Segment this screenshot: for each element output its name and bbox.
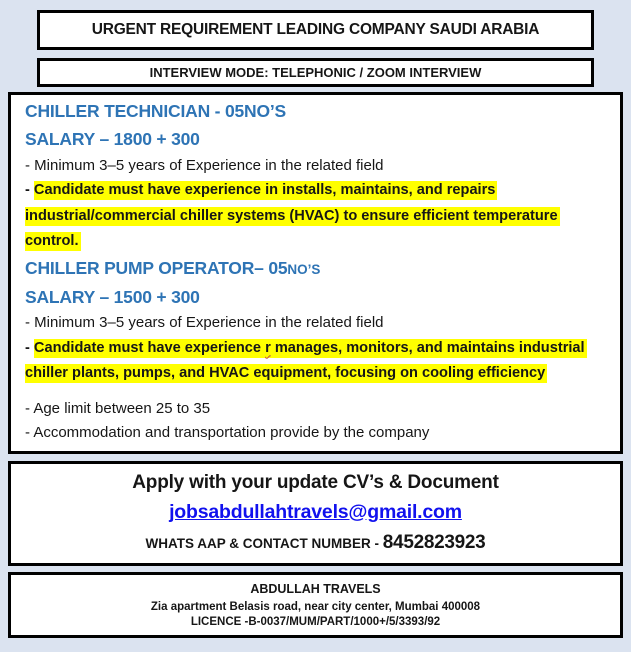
note-age-limit: - Age limit between 25 to 35 — [25, 399, 211, 417]
job1-requirement — [25, 178, 606, 254]
whatsapp-line — [21, 532, 610, 554]
header-title: URGENT REQUIREMENT LEADING COMPANY SAUDI ARABIA — [91, 21, 540, 38]
email-link[interactable]: jobsabdullahtravels@gmail.com — [169, 500, 462, 523]
job2-requirement — [25, 336, 606, 387]
job2-title — [25, 254, 606, 282]
header-title-box — [37, 10, 594, 50]
footer-licence: LICENCE -B-0037/MUM/PART/1000+/5/3393/92 — [190, 615, 441, 628]
job1-salary: SALARY – 1800 + 300 — [25, 129, 200, 150]
apply-instruction: Apply with your update CV’s & Document — [132, 471, 499, 493]
job2-experience: - Minimum 3–5 years of Experience in the related field — [25, 314, 384, 332]
job1-title: CHILLER TECHNICIAN - 05NO’S — [25, 101, 287, 121]
job2-highlighted-text — [25, 339, 587, 383]
job2-highlight-pre: Candidate must have experience — [33, 339, 266, 356]
footer-address: Zia apartment Belasis road, near city center, Mumbai 400008 — [150, 600, 481, 613]
note-accommodation: - Accommodation and transportation provide by the company — [25, 424, 430, 442]
apply-box — [8, 461, 623, 566]
footer-company-name: ABDULLAH TRAVELS — [250, 581, 381, 596]
job1-highlighted-text: Candidate must have experience in installs, maintains, and repairs industrial/commercial chiller systems (HVAC) to ensure efficient temperature control. — [25, 182, 558, 250]
footer-box — [8, 572, 623, 638]
job2-salary: SALARY – 1500 + 300 — [25, 286, 200, 307]
job2-title-suffix: NO’S — [287, 262, 321, 278]
whatsapp-label: WHATS AAP & CONTACT NUMBER - — [145, 535, 383, 551]
whatsapp-number: 8452823923 — [382, 531, 486, 553]
interview-mode-text: INTERVIEW MODE: TELEPHONIC / ZOOM INTERVIEW — [149, 65, 482, 80]
job2-title-main: CHILLER PUMP OPERATOR– 05 — [25, 258, 288, 279]
job1-experience: - Minimum 3–5 years of Experience in the related field — [25, 156, 384, 174]
job1-bullet-dash: - — [25, 182, 34, 199]
job2-bullet-dash: - — [25, 339, 34, 356]
job-details-box — [8, 92, 623, 454]
interview-mode-box — [37, 58, 594, 87]
job2-spellcheck-word: r — [265, 339, 271, 356]
email-line — [21, 501, 610, 524]
job2-highlight-post: manages, monitors, and maintains industrial chiller plants, pumps, and HVAC equipment, focusing on cooling efficiency — [25, 339, 585, 382]
flyer-page — [0, 10, 631, 638]
